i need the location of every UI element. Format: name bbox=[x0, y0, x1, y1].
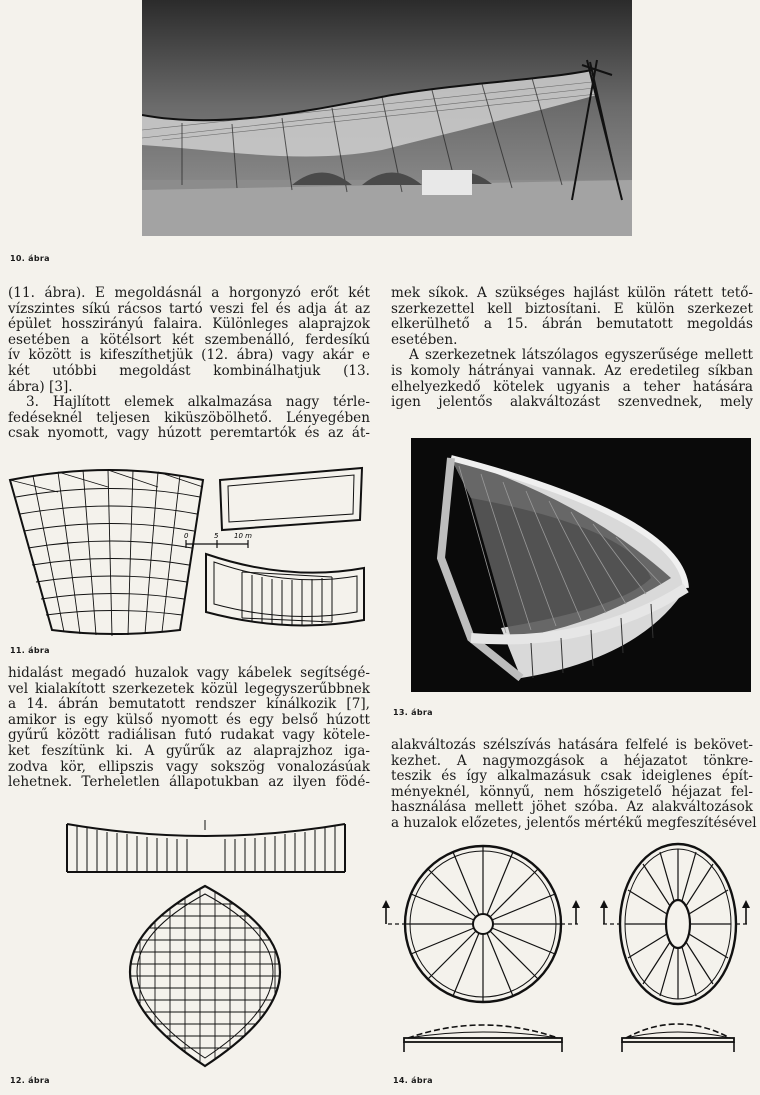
text-line: a huzalok előzetes, jelentős mértékű megfeszítésével bbox=[391, 814, 757, 831]
figure-12-caption: 12. ábra bbox=[10, 1076, 50, 1085]
text-line: vízszintes síkú rácsos tartó veszi fel és adja át az bbox=[8, 300, 370, 317]
scale-label-5: 5 bbox=[214, 532, 219, 540]
text-line: esetében a kötélsort két szembenálló, ferdesíkú bbox=[8, 331, 370, 348]
text-line: ív között is kifeszíthetjük (12. ábra) vagy akár e bbox=[8, 347, 370, 364]
text-line: zodva kör, ellipszis vagy sokszög vonalozásúak bbox=[8, 758, 370, 775]
figure-11-drawings bbox=[8, 462, 370, 642]
figure-11-caption: 11. ábra bbox=[10, 646, 50, 655]
text-line: lehetnek. Terheletlen állapotukban az ilyen födé- bbox=[8, 774, 370, 791]
text-line: épület hosszirányú falaira. Különleges alaprajzok bbox=[8, 316, 370, 333]
text-line: szerkezettel kell biztosítani. E külön szerkezet bbox=[391, 300, 753, 317]
text-line: ket feszítünk ki. A gyűrűk az alaprajzhoz iga- bbox=[8, 742, 370, 759]
text-line: amikor is egy külső nyomott és egy belső húzott bbox=[8, 711, 370, 728]
text-line: fedéseknél teljesen kiküszöbölhető. Lényegében bbox=[8, 409, 370, 426]
text-line: gyűrű között radiálisan futó rudakat vagy kötele- bbox=[8, 727, 370, 744]
figure-13-photo bbox=[411, 438, 751, 692]
text-line: ményeknél, könnyű, nem hőszigetelő héjazat fel- bbox=[391, 783, 753, 800]
text-line: hidalást megadó huzalok vagy kábelek segítségé- bbox=[8, 665, 370, 681]
left-column-paragraphs-top bbox=[8, 286, 370, 442]
right-column-paragraphs-bottom bbox=[391, 737, 757, 832]
text-line: használása mellett jöhet szóba. Az alakváltozások bbox=[391, 799, 753, 816]
figure-10-photo bbox=[142, 0, 632, 236]
text-line: (11. ábra). E megoldásnál a horgonyzó erőt két bbox=[8, 285, 370, 301]
text-line: teszik és így alkalmazásuk csak ideiglenes épít- bbox=[391, 768, 753, 785]
left-column-paragraphs-bottom bbox=[8, 666, 370, 791]
text-line: 3. Hajlított elemek alkalmazása nagy térle- bbox=[26, 394, 370, 411]
text-line: esetében. bbox=[391, 331, 458, 348]
text-line: is komoly hátrányai vannak. Az eredetileg síkban bbox=[391, 362, 753, 379]
text-line: kezhet. A nagymozgások a héjazatot tönkre- bbox=[391, 752, 753, 769]
text-line: vel kialakított szerkezetek közül legegyszerűbbnek bbox=[8, 680, 370, 697]
text-line: mek síkok. A szükséges hajlást külön rátett tető- bbox=[391, 285, 753, 301]
text-line: alakváltozás szélszívás hatására felfelé is bekövet- bbox=[391, 737, 753, 753]
text-line: a 14. ábrán bemutatott rendszer kínálkozik [7], bbox=[8, 696, 370, 713]
figure-13-caption: 13. ábra bbox=[393, 708, 433, 717]
scale-label-10m: 10 m bbox=[234, 532, 252, 540]
text-line: igen jelentős alakváltozást szenvednek, mely bbox=[391, 394, 753, 411]
scale-label-0: 0 bbox=[184, 532, 189, 540]
right-column-paragraphs-top bbox=[391, 286, 753, 411]
text-line: csak nyomott, vagy húzott peremtartók és az át- bbox=[8, 425, 370, 442]
figure-12-drawing bbox=[55, 818, 355, 1070]
text-line: két utóbbi megoldást kombinálhatjuk (13. bbox=[8, 362, 370, 379]
text-line: A szerkezetnek látszólagos egyszerűsége mellett bbox=[409, 347, 753, 364]
figure-10-caption: 10. ábra bbox=[10, 254, 50, 263]
figure-14-drawing bbox=[378, 842, 753, 1070]
text-line: ábra) [3]. bbox=[8, 378, 73, 395]
text-line: elhelyezkedő kötelek ugyanis a teher hatására bbox=[391, 378, 753, 395]
figure-14-caption: 14. ábra bbox=[393, 1076, 433, 1085]
text-line: elkerülhető a 15. ábrán bemutatott megoldás bbox=[391, 316, 753, 333]
